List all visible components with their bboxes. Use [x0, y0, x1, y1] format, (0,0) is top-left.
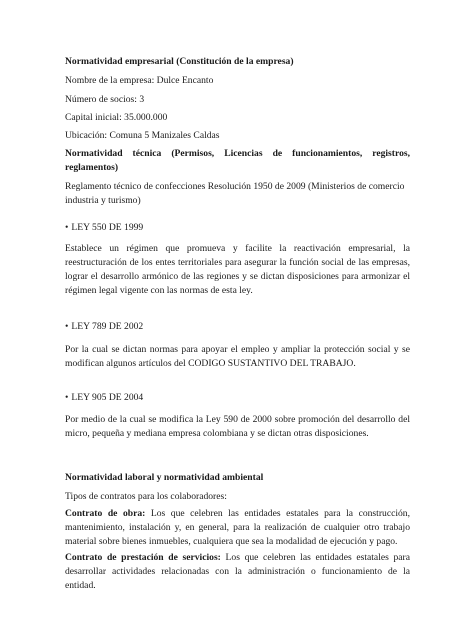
law-title: • LEY 550 DE 1999 — [65, 221, 410, 235]
law-description: Establece un régimen que promueva y facilite la reactivación empresarial, la reestructuración de los entes territoriales para asegurar la función social de las empresas, lograr el desarrollo armónico de las regiones y se dictan disposiciones para armonizar el régimen legal vigente con las normas de esta ley. — [65, 243, 410, 296]
contract-text: Los que celebren las entidades estatales para desarrollar actividades relacionadas con la administración o funcionamiento de la entidad. — [65, 552, 410, 591]
contract-label: Contrato de obra: — [65, 508, 146, 519]
company-name: Nombre de la empresa: Dulce Encanto — [65, 75, 214, 86]
law-description: Por la cual se dictan normas para apoyar el empleo y ampliar la protección social y se modifican algunos artículos del CODIGO SUSTANTIVO DEL TRABAJO. — [65, 344, 410, 369]
contract-types-intro: Tipos de contratos para los colaboradores: — [65, 491, 227, 502]
contract-item — [65, 507, 410, 549]
labor-heading: Normatividad laboral y normatividad ambiental — [65, 472, 264, 483]
technical-regulation: Reglamento técnico de confecciones Resolución 1950 de 2009 (Ministerios de comercio industria y turismo) — [65, 181, 405, 206]
law-title: • LEY 789 DE 2002 — [65, 320, 410, 334]
initial-capital: Capital inicial: 35.000.000 — [65, 112, 168, 123]
contract-item — [65, 551, 410, 593]
law-title: • LEY 905 DE 2004 — [65, 391, 410, 405]
contract-text: Los que celebren las entidades estatales para la construcción, mantenimiento, instalación y, en general, para la realización de cualquier otro trabajo material sobre bienes inmuebles, cualquiera que sea la modalidad de ejecución y pago. — [65, 508, 410, 547]
document-title: Normatividad empresarial (Constitución de la empresa) — [65, 56, 294, 67]
company-location: Ubicación: Comuna 5 Manizales Caldas — [65, 130, 220, 141]
contract-label: Contrato de prestación de servicios: — [65, 552, 221, 563]
technical-heading: Normatividad técnica (Permisos, Licencias de funcionamientos, registros, reglamentos) — [65, 148, 410, 173]
partners-count: Número de socios: 3 — [65, 94, 145, 105]
law-description: Por medio de la cual se modifica la Ley 590 de 2000 sobre promoción del desarrollo del micro, pequeña y mediana empresa colombiana y se dictan otras disposiciones. — [65, 414, 410, 439]
